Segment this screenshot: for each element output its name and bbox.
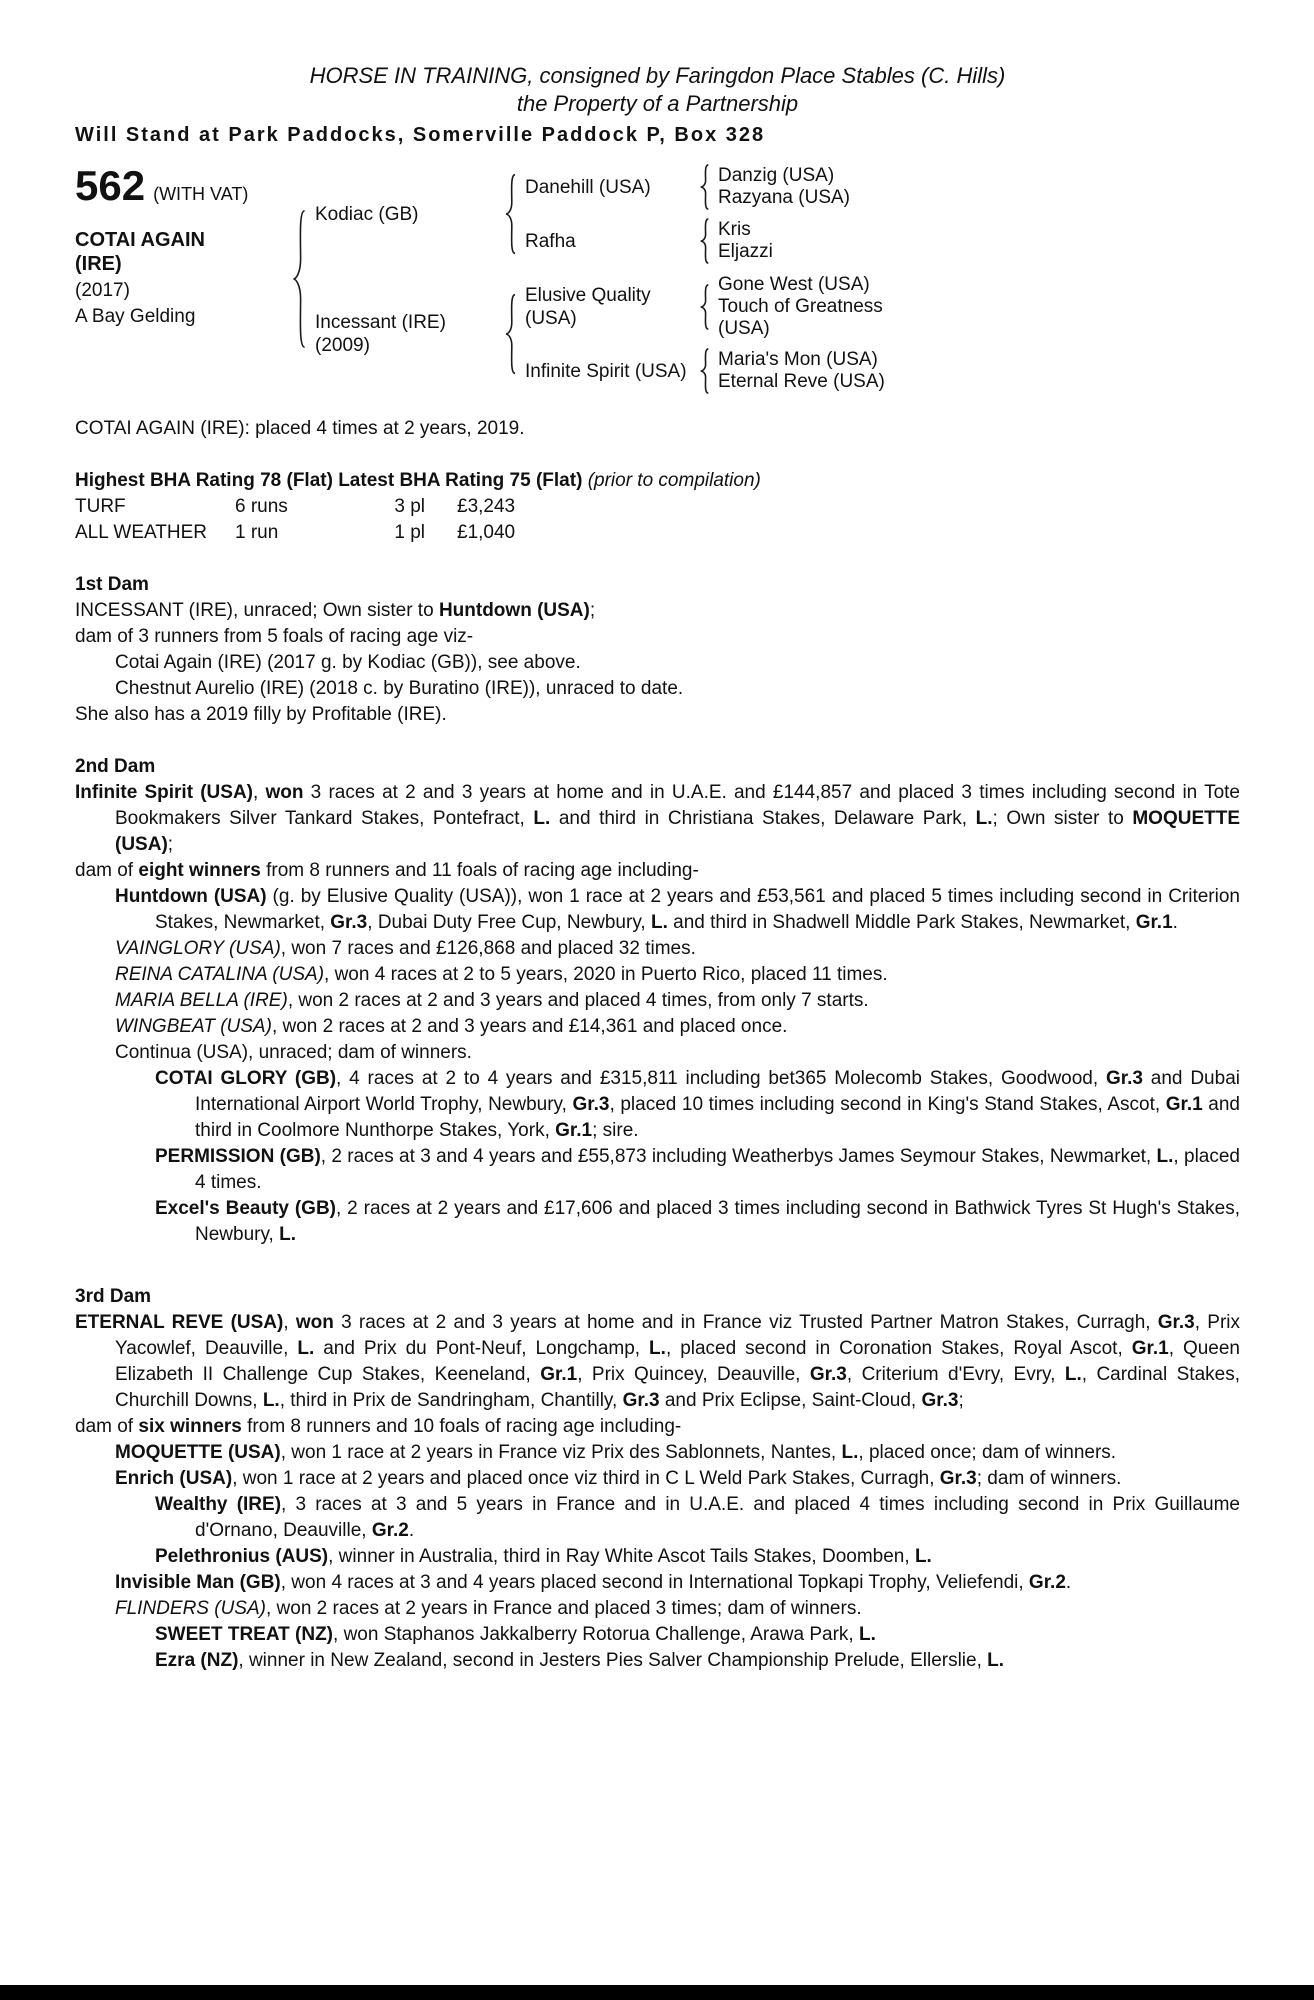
pedigree-brace [699, 284, 710, 330]
stabling-line: Will Stand at Park Paddocks, Somerville Paddock P, Box 328 [75, 124, 766, 146]
bha-ratings [75, 468, 1240, 546]
grandsire-group [525, 274, 913, 340]
catalogue-body [75, 416, 1240, 1674]
great-grandparent-name: Maria's Mon (USA) [718, 349, 878, 370]
pedigree-brace [504, 293, 517, 375]
great-grandparent-name: Gone West (USA) [718, 274, 870, 295]
progeny-entry: REINA CATALINA (USA), won 4 races at 2 to 5 years, 2020 in Puerto Rico, placed 11 times. [115, 964, 888, 985]
sub-progeny-entry: COTAI GLORY (GB), 4 races at 2 to 4 years and £315,811 including bet365 Molecomb Stakes, Goodwood, Gr.3 and Dubai International Airport World Trophy, Newbury, Gr.3, placed 10 times including second in King's Stand Stakes, Ascot, Gr.1 and third in Coolmore Nunthorpe Stakes, York, Gr.1; sire. [155, 1068, 1240, 1141]
grandparent-name: Rafha [525, 230, 576, 252]
produce-summary: dam of 3 runners from 5 foals of racing age viz- [75, 626, 474, 647]
dam-name: Incessant (IRE) (2009) [315, 312, 446, 356]
granddam-group [525, 218, 913, 264]
property-line: the Property of a Partnership [516, 91, 799, 116]
ratings-row-turf [75, 494, 1240, 520]
dam-branch [315, 274, 913, 394]
progeny-entry: Invisible Man (GB), won 4 races at 3 and 4 years placed second in International Topkapi Trophy, Veliefendi, Gr.2. [115, 1572, 1072, 1593]
great-grandparent-name: Eternal Reve (USA) [718, 371, 885, 392]
section-heading-2nd-dam: 2nd Dam [75, 756, 156, 777]
sub-progeny-entry: SWEET TREAT (NZ), won Staphanos Jakkalberry Rotorua Challenge, Arawa Park, L. [155, 1624, 876, 1645]
great-grandparent-name: Eljazzi [718, 241, 773, 262]
lot-header-section [75, 164, 1240, 394]
race-record-line: COTAI AGAIN (IRE): placed 4 times at 2 years, 2019. [75, 418, 525, 439]
progeny-entry: FLINDERS (USA), won 2 races at 2 years in France and placed 3 times; dam of winners. [115, 1598, 862, 1619]
grandparent-name: Elusive Quality (USA) [525, 285, 651, 329]
lot-info [75, 164, 287, 394]
sub-progeny-entry: Ezra (NZ), winner in New Zealand, second in Jesters Pies Salver Championship Prelude, Ellerslie, L. [155, 1650, 1005, 1671]
great-grandparent-name: Razyana (USA) [718, 187, 850, 208]
bha-rating-heading: Highest BHA Rating 78 (Flat) Latest BHA Rating 75 (Flat) (prior to compilation) [75, 470, 761, 491]
dam-record: INCESSANT (IRE), unraced; Own sister to Huntdown (USA); [75, 600, 596, 621]
grandparent-name: Danehill (USA) [525, 176, 651, 198]
sire-name: Kodiac (GB) [315, 203, 419, 225]
earnings-value: £3,243 [457, 496, 516, 517]
surface-label: ALL WEATHER [75, 522, 207, 543]
placed-value: 1 pl [394, 522, 425, 543]
earnings-value: £1,040 [457, 522, 516, 543]
pedigree-outer-brace [291, 208, 307, 350]
lot-number: 562 [75, 162, 146, 209]
sub-progeny-entry: PERMISSION (GB), 2 races at 3 and 4 years and £55,873 including Weatherbys James Seymour Stakes, Newmarket, L., placed 4 times. [155, 1146, 1240, 1193]
pedigree-brace [699, 348, 710, 394]
pedigree-brace [504, 173, 517, 255]
progeny-entry: Enrich (USA), won 1 race at 2 years and placed once viz third in C L Weld Park Stakes, Curragh, Gr.3; dam of winners. [115, 1468, 1122, 1489]
vat-note: (WITH VAT) [153, 184, 249, 204]
sub-progeny-entry: Excel's Beauty (GB), 2 races at 2 years and £17,606 and placed 3 times including second in Bathwick Tyres St Hugh's Stakes, Newbury, L. [155, 1198, 1240, 1245]
grandsire-group [525, 164, 913, 210]
page-bottom-bar [0, 1985, 1314, 2000]
produce-summary: dam of six winners from 8 runners and 10 foals of racing age including- [75, 1416, 682, 1437]
horse-name: COTAI AGAIN (IRE) [75, 229, 205, 276]
progeny-entry: MOQUETTE (USA), won 1 race at 2 years in France viz Prix des Sablonnets, Nantes, L., placed once; dam of winners. [115, 1442, 1117, 1463]
great-grandparent-name: Danzig (USA) [718, 165, 835, 186]
dam-record: Infinite Spirit (USA), won 3 races at 2 and 3 years at home and in U.A.E. and £144,857 and placed 3 times including second in Tote Bookmakers Silver Tankard Stakes, Pontefract, L. and third in Christiana Stakes, Delaware Park, L.; Own sister to MOQUETTE (USA); [75, 782, 1241, 855]
granddam-group [525, 348, 913, 394]
pedigree-brace [699, 218, 710, 264]
ratings-row-all-weather [75, 520, 1240, 546]
pedigree-brace [699, 164, 710, 210]
produce-summary: dam of eight winners from 8 runners and 11 foals of racing age including- [75, 860, 699, 881]
consignor-line: HORSE IN TRAINING, consigned by Faringdon Place Stables (C. Hills) [309, 63, 1006, 88]
great-grandparent-name: Kris [718, 219, 751, 240]
placed-value: 3 pl [394, 496, 425, 517]
section-heading-1st-dam: 1st Dam [75, 574, 149, 595]
progeny-entry: MARIA BELLA (IRE), won 2 races at 2 and 3 years and placed 4 times, from only 7 starts. [115, 990, 869, 1011]
runs-value: 6 runs [235, 496, 288, 517]
sire-branch [315, 164, 913, 264]
grandparent-name: Infinite Spirit (USA) [525, 360, 687, 382]
progeny-entry: Chestnut Aurelio (IRE) (2018 c. by Buratino (IRE)), unraced to date. [115, 678, 684, 699]
progeny-entry: WINGBEAT (USA), won 2 races at 2 and 3 years and £14,361 and placed once. [115, 1016, 788, 1037]
sub-progeny-entry: Wealthy (IRE), 3 races at 3 and 5 years in France and in U.A.E. and placed 4 times including second in Prix Guillaume d'Ornano, Deauville, Gr.2. [155, 1494, 1240, 1541]
pedigree-tree [287, 164, 1240, 394]
horse-description: A Bay Gelding [75, 306, 196, 328]
third-dam-section [75, 1284, 1240, 1674]
dam-record: ETERNAL REVE (USA), won 3 races at 2 and 3 years at home and in France viz Trusted Partner Matron Stakes, Curragh, Gr.3, Prix Yacowlef, Deauville, L. and Prix du Pont-Neuf, Longchamp, L., placed second in Coronation Stakes, Royal Ascot, Gr.1, Queen Elizabeth II Challenge Cup Stakes, Keeneland, Gr.1, Prix Quincey, Deauville, Gr.3, Criterium d'Evry, Evry, L., Cardinal Stakes, Churchill Downs, L., third in Prix de Sandringham, Chantilly, Gr.3 and Prix Eclipse, Saint-Cloud, Gr.3; [75, 1312, 1240, 1411]
progeny-entry: Huntdown (USA) (g. by Elusive Quality (USA)), won 1 race at 2 years and £53,561 and placed 5 times including second in Criterion Stakes, Newmarket, Gr.3, Dubai Duty Free Cup, Newbury, L. and third in Shadwell Middle Park Stakes, Newmarket, Gr.1. [115, 886, 1240, 933]
first-dam-section [75, 572, 1240, 728]
progeny-entry: Cotai Again (IRE) (2017 g. by Kodiac (GB)), see above. [115, 652, 581, 673]
runs-value: 1 run [235, 522, 279, 543]
progeny-entry: Continua (USA), unraced; dam of winners. [115, 1042, 472, 1063]
foaling-year: (2017) [75, 280, 130, 302]
second-dam-section [75, 754, 1240, 1248]
progeny-entry: VAINGLORY (USA), won 7 races and £126,868 and placed 32 times. [115, 938, 696, 959]
sub-progeny-entry: Pelethronius (AUS), winner in Australia, third in Ray White Ascot Tails Stakes, Doomben, L. [155, 1546, 932, 1567]
produce-note: She also has a 2019 filly by Profitable (IRE). [75, 704, 447, 725]
great-grandparent-name: Touch of Greatness (USA) [718, 296, 883, 339]
section-heading-3rd-dam: 3rd Dam [75, 1286, 152, 1307]
surface-label: TURF [75, 496, 126, 517]
